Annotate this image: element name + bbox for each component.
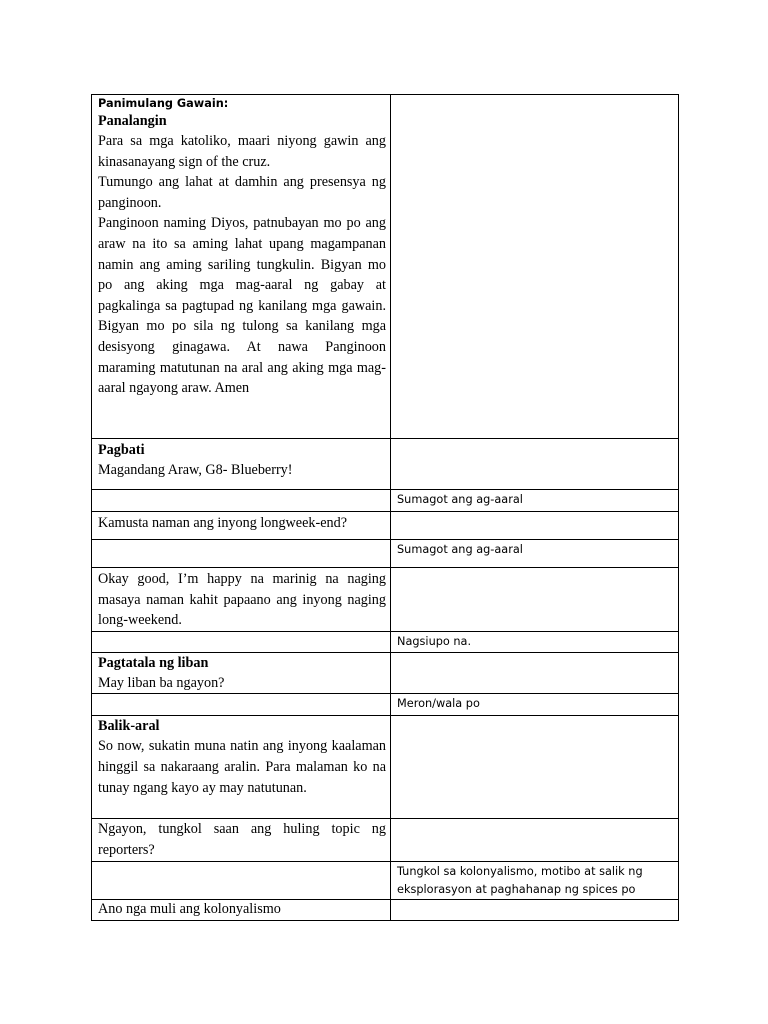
table-row	[92, 694, 679, 716]
student-cell	[391, 819, 679, 861]
table-row	[92, 95, 679, 439]
teacher-cell	[92, 899, 391, 920]
table-row	[92, 716, 679, 819]
teacher-cell	[92, 694, 391, 716]
paragraph: Panginoon naming Diyos, patnubayan mo po ang araw na ito sa aming lahat upang magampanan namin ang aming sariling tungkulin. Bigyan mo po ang aking mga mag-aaral ng gabay at pagkalinga sa pagtupad ng kanilang mga gawain. Bigyan mo po sila ng tulong sa kanilang mga desisyong ginagawa. At nawa Panginoon maraming matutunan na aral ang aking mga mag-aaral ngayong araw. Amen	[98, 215, 386, 397]
student-cell	[391, 490, 679, 512]
lesson-plan-table	[91, 94, 679, 921]
student-response: Sumagot ang ag-aaral	[397, 543, 523, 556]
paragraph: Ngayon, tungkol saan ang huling topic ng reporters?	[98, 821, 386, 858]
teacher-cell	[92, 716, 391, 819]
student-cell	[391, 439, 679, 490]
student-cell	[391, 568, 679, 632]
section-heading: Pagtatala ng liban	[98, 654, 209, 671]
student-response: Nagsiupo na.	[397, 634, 472, 648]
section-heading: Panimulang Gawain:	[98, 97, 229, 110]
table-row	[92, 568, 679, 632]
teacher-cell	[92, 819, 391, 861]
student-cell	[391, 716, 679, 819]
student-cell	[391, 694, 679, 716]
table-row	[92, 631, 679, 652]
table-row	[92, 512, 679, 540]
section-heading: Balik-aral	[98, 718, 160, 735]
paragraph: Tumungo ang lahat at damhin ang presensya ng panginoon.	[98, 174, 386, 211]
table-row	[92, 861, 679, 899]
student-response: Tungkol sa kolonyalismo, motibo at salik ng eksplorasyon at paghahanap ng spices po	[397, 864, 643, 896]
student-cell	[391, 95, 679, 439]
paragraph: Magandang Araw, G8- Blueberry!	[98, 462, 293, 478]
teacher-cell	[92, 512, 391, 540]
teacher-cell	[92, 439, 391, 490]
teacher-cell	[92, 490, 391, 512]
paragraph: May liban ba ngayon?	[98, 674, 225, 691]
subsection-heading: Panalangin	[98, 113, 167, 129]
table-row	[92, 439, 679, 490]
paragraph: So now, sukatin muna natin ang inyong kaalaman hinggil sa nakaraang aralin. Para malaman ko na tunay ngang kayo ay may natutunan.	[98, 738, 386, 796]
table-row	[92, 490, 679, 512]
teacher-cell	[92, 652, 391, 694]
paragraph: Kamusta naman ang inyong longweek-end?	[98, 515, 347, 531]
section-heading: Pagbati	[98, 442, 145, 458]
student-cell	[391, 652, 679, 694]
paragraph: Para sa mga katoliko, maari niyong gawin ang kinasanayang sign of the cruz.	[98, 133, 386, 170]
teacher-cell	[92, 861, 391, 899]
student-cell	[391, 631, 679, 652]
teacher-cell	[92, 568, 391, 632]
student-cell	[391, 899, 679, 920]
student-cell	[391, 540, 679, 568]
teacher-cell	[92, 95, 391, 439]
table-row	[92, 652, 679, 694]
table-row	[92, 540, 679, 568]
student-response: Sumagot ang ag-aaral	[397, 493, 523, 506]
teacher-cell	[92, 540, 391, 568]
teacher-cell	[92, 631, 391, 652]
student-cell	[391, 861, 679, 899]
table-row	[92, 819, 679, 861]
paragraph: Ano nga muli ang kolonyalismo	[98, 900, 281, 917]
paragraph: Okay good, I’m happy na marinig na naging masaya naman kahit papaano ang inyong naging long-weekend.	[98, 571, 386, 629]
table-row	[92, 899, 679, 920]
student-cell	[391, 512, 679, 540]
student-response: Meron/wala po	[397, 697, 480, 711]
